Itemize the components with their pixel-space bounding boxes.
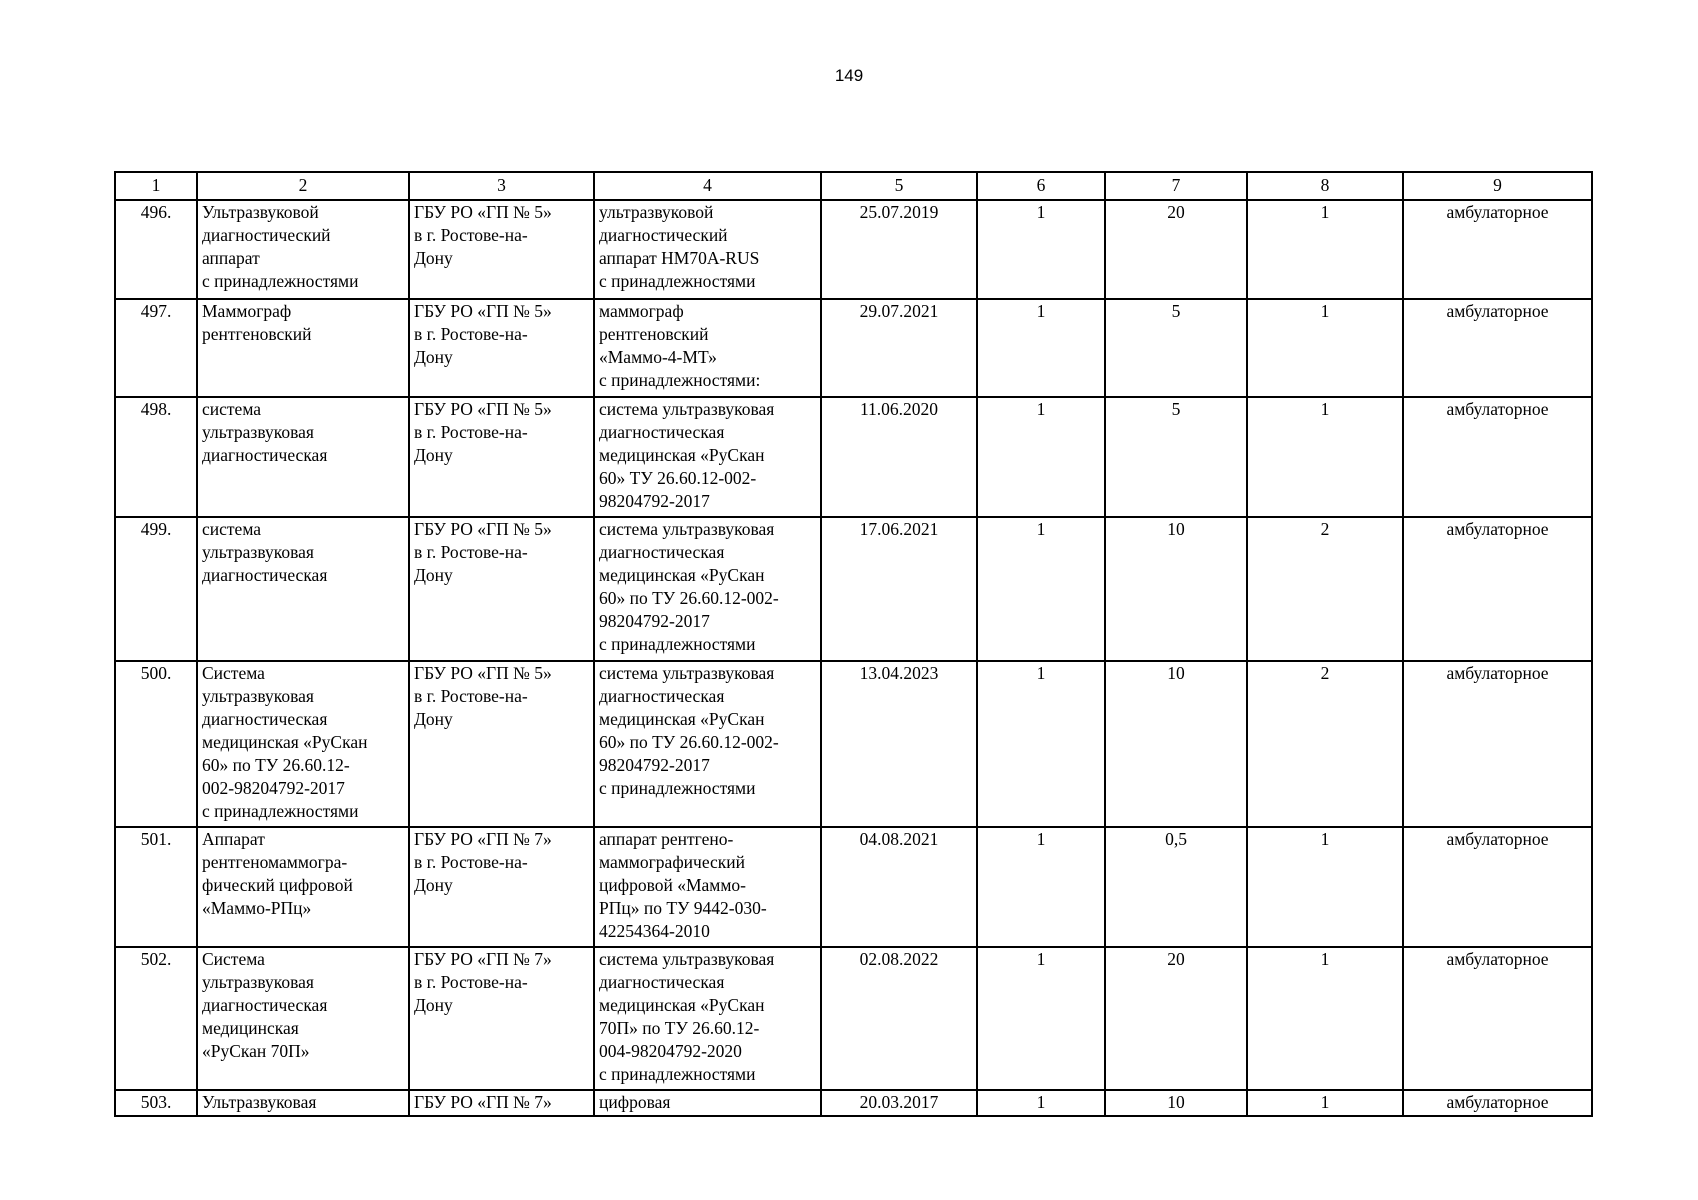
organization: ГБУ РО «ГП № 7» [409, 1090, 594, 1116]
col7-cell: 20 [1105, 947, 1247, 1090]
equipment-name: Система ультразвуковая диагностическая медицинская «РуСкан 70П» [197, 947, 409, 1090]
column-header: 7 [1105, 172, 1247, 200]
equipment-name: Система ультразвуковая диагностическая медицинская «РуСкан 60» по ТУ 26.60.12- 002-98204792-2017 с принадлежностями [197, 661, 409, 827]
col7-cell: 10 [1105, 1090, 1247, 1116]
equipment-name: Аппарат рентгеномаммогра- фический цифровой «Маммо-РПц» [197, 827, 409, 947]
column-header: 2 [197, 172, 409, 200]
col6-cell: 1 [977, 517, 1105, 661]
column-header: 9 [1403, 172, 1592, 200]
col7-cell: 20 [1105, 200, 1247, 299]
equipment-name: система ультразвуковая диагностическая [197, 517, 409, 661]
col6-cell: 1 [977, 299, 1105, 397]
date-cell: 02.08.2022 [821, 947, 977, 1090]
column-header: 5 [821, 172, 977, 200]
col7-cell: 5 [1105, 397, 1247, 517]
row-number: 497. [115, 299, 197, 397]
col8-cell: 2 [1247, 517, 1403, 661]
col6-cell: 1 [977, 397, 1105, 517]
col7-cell: 10 [1105, 517, 1247, 661]
equipment-name: Маммограф рентгеновский [197, 299, 409, 397]
col7-cell: 5 [1105, 299, 1247, 397]
row-number: 501. [115, 827, 197, 947]
table-row [115, 661, 1592, 827]
table-row [115, 397, 1592, 517]
column-header: 4 [594, 172, 821, 200]
organization: ГБУ РО «ГП № 5» в г. Ростове-на- Дону [409, 661, 594, 827]
column-header: 6 [977, 172, 1105, 200]
care-type-cell: амбулаторное [1403, 827, 1592, 947]
col6-cell: 1 [977, 947, 1105, 1090]
column-header: 1 [115, 172, 197, 200]
model-description: система ультразвуковая диагностическая медицинская «РуСкан 70П» по ТУ 26.60.12- 004-98204792-2020 с принадлежностями [594, 947, 821, 1090]
row-number: 496. [115, 200, 197, 299]
date-cell: 17.06.2021 [821, 517, 977, 661]
care-type-cell: амбулаторное [1403, 517, 1592, 661]
col6-cell: 1 [977, 827, 1105, 947]
col8-cell: 1 [1247, 299, 1403, 397]
care-type-cell: амбулаторное [1403, 200, 1592, 299]
col6-cell: 1 [977, 1090, 1105, 1116]
col8-cell: 1 [1247, 397, 1403, 517]
equipment-name: система ультразвуковая диагностическая [197, 397, 409, 517]
row-number: 500. [115, 661, 197, 827]
model-description: цифровая [594, 1090, 821, 1116]
care-type-cell: амбулаторное [1403, 1090, 1592, 1116]
page-number: 149 [834, 66, 864, 85]
table-row [115, 200, 1592, 299]
care-type-cell: амбулаторное [1403, 947, 1592, 1090]
care-type-cell: амбулаторное [1403, 299, 1592, 397]
care-type-cell: амбулаторное [1403, 661, 1592, 827]
col8-cell: 1 [1247, 947, 1403, 1090]
col6-cell: 1 [977, 200, 1105, 299]
equipment-name: Ультразвуковая [197, 1090, 409, 1116]
organization: ГБУ РО «ГП № 5» в г. Ростове-на- Дону [409, 299, 594, 397]
model-description: система ультразвуковая диагностическая медицинская «РуСкан 60» по ТУ 26.60.12-002- 98204792-2017 с принадлежностями [594, 517, 821, 661]
col8-cell: 1 [1247, 827, 1403, 947]
model-description: система ультразвуковая диагностическая медицинская «РуСкан 60» по ТУ 26.60.12-002- 98204792-2017 с принадлежностями [594, 661, 821, 827]
col7-cell: 10 [1105, 661, 1247, 827]
row-number: 502. [115, 947, 197, 1090]
date-cell: 25.07.2019 [821, 200, 977, 299]
column-header: 3 [409, 172, 594, 200]
model-description: система ультразвуковая диагностическая медицинская «РуСкан 60» ТУ 26.60.12-002- 98204792-2017 [594, 397, 821, 517]
table-row [115, 1090, 1592, 1116]
table-row [115, 827, 1592, 947]
table-row [115, 299, 1592, 397]
col8-cell: 2 [1247, 661, 1403, 827]
organization: ГБУ РО «ГП № 5» в г. Ростове-на- Дону [409, 517, 594, 661]
date-cell: 13.04.2023 [821, 661, 977, 827]
model-description: маммограф рентгеновский «Маммо-4-МТ» с принадлежностями: [594, 299, 821, 397]
date-cell: 29.07.2021 [821, 299, 977, 397]
table-row [115, 517, 1592, 661]
table-header-row [115, 172, 1592, 200]
column-header: 8 [1247, 172, 1403, 200]
col7-cell: 0,5 [1105, 827, 1247, 947]
row-number: 498. [115, 397, 197, 517]
date-cell: 11.06.2020 [821, 397, 977, 517]
model-description: ультразвуковой диагностический аппарат HM70A-RUS с принадлежностями [594, 200, 821, 299]
table-row [115, 947, 1592, 1090]
equipment-table [114, 171, 1593, 1117]
col6-cell: 1 [977, 661, 1105, 827]
row-number: 499. [115, 517, 197, 661]
organization: ГБУ РО «ГП № 7» в г. Ростове-на- Дону [409, 947, 594, 1090]
organization: ГБУ РО «ГП № 5» в г. Ростове-на- Дону [409, 397, 594, 517]
col8-cell: 1 [1247, 1090, 1403, 1116]
care-type-cell: амбулаторное [1403, 397, 1592, 517]
organization: ГБУ РО «ГП № 5» в г. Ростове-на- Дону [409, 200, 594, 299]
organization: ГБУ РО «ГП № 7» в г. Ростове-на- Дону [409, 827, 594, 947]
date-cell: 04.08.2021 [821, 827, 977, 947]
row-number: 503. [115, 1090, 197, 1116]
col8-cell: 1 [1247, 200, 1403, 299]
date-cell: 20.03.2017 [821, 1090, 977, 1116]
equipment-name: Ультразвуковой диагностический аппарат с принадлежностями [197, 200, 409, 299]
model-description: аппарат рентгено- маммографический цифровой «Маммо- РПц» по ТУ 9442-030- 42254364-2010 [594, 827, 821, 947]
